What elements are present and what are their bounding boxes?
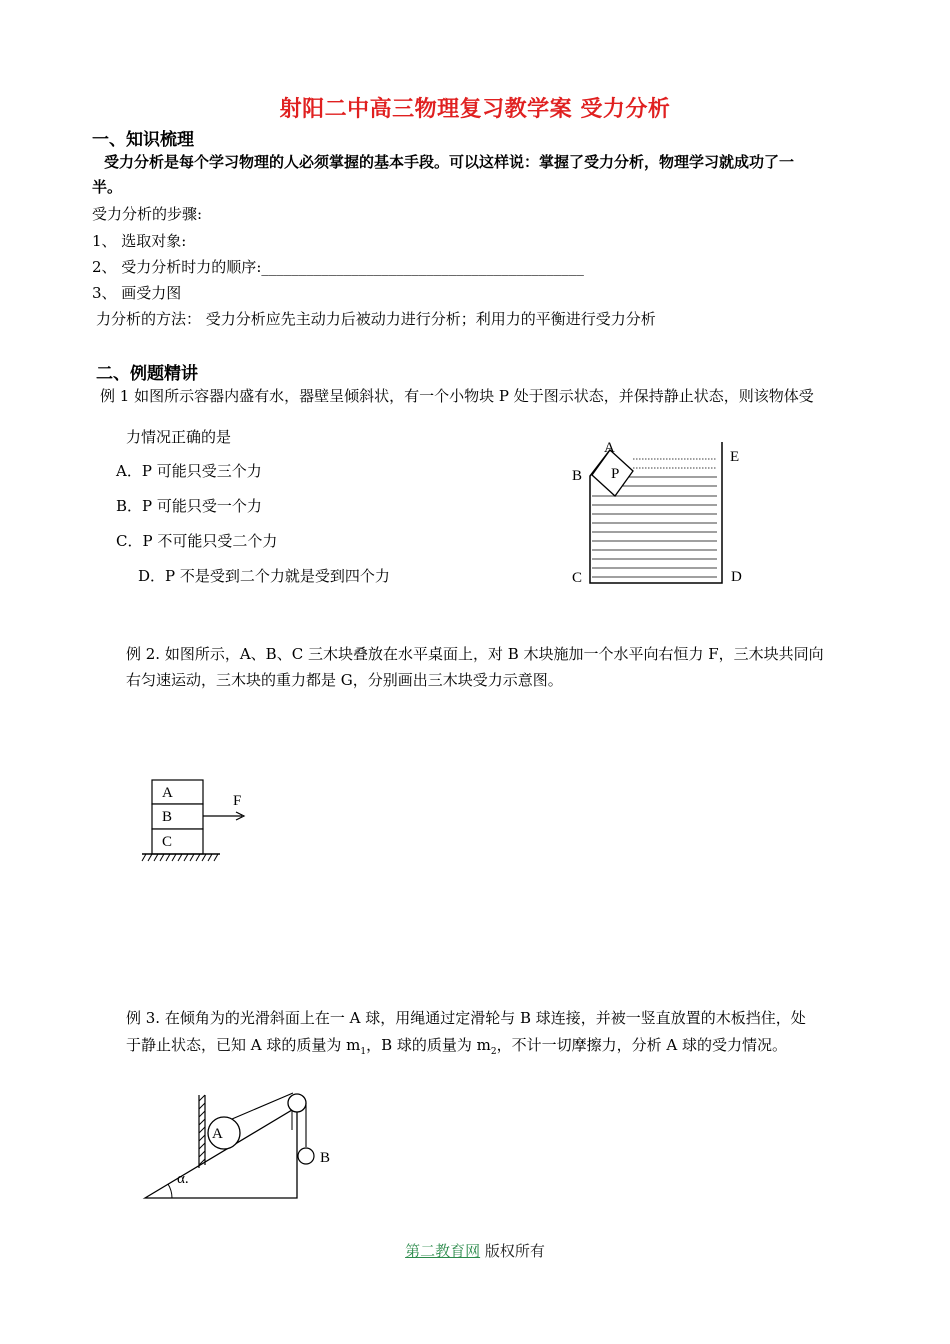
block-a	[152, 780, 203, 804]
ex1-question-line-2: 力情况正确的是	[126, 428, 232, 446]
label-c: C	[162, 834, 173, 850]
table-hatching	[142, 854, 218, 861]
step-2: 2、 受力分析时力的顺序:___________________________________________	[92, 258, 584, 276]
label-a: A	[212, 1126, 223, 1142]
label-b: B	[320, 1150, 331, 1166]
step-1: 1、 选取对象:	[92, 232, 187, 250]
ex2-question-line-1: 例 2. 如图所示，A、B、C 三木块叠放在水平桌面上，对 B 木块施加一个水平向右恒力 F，三木块共同向	[126, 645, 824, 663]
intro-line-2: 半。	[92, 178, 123, 196]
section-heading-knowledge: 一、知识梳理	[92, 130, 194, 150]
ex3-question-line-2: 于静止状态，已知 A 球的质量为 $m_1$，B 球的质量为 $m_2$，不计一切摩擦力，分析 A 球的受力情况。	[126, 1036, 788, 1057]
steps-title: 受力分析的步骤:	[92, 205, 203, 223]
footer	[0, 1240, 950, 1261]
label-f: F	[233, 793, 242, 809]
board-hatching	[199, 1095, 205, 1165]
intro-line-1: 受力分析是每个学习物理的人必须掌握的基本手段。可以这样说：掌握了受力分析，物理学习就成功了一	[104, 153, 795, 171]
ex1-question-line-1: 例 1 如图所示容器内盛有水，器壁呈倾斜状，有一个小物块 P 处于图示状态，并保持静止状态，则该物体受	[100, 387, 814, 405]
pulley	[288, 1094, 306, 1112]
section-heading-examples: 二、例题精讲	[96, 364, 198, 384]
label-a: A	[162, 785, 173, 801]
label-d: D	[731, 569, 742, 585]
ex1-option-c: C．P 不可能只受二个力	[116, 532, 278, 550]
label-alpha: α.	[177, 1171, 189, 1187]
footer-link[interactable]: 第二教育网	[405, 1242, 481, 1260]
ex1-option-a: A．P 可能只受三个力	[116, 462, 262, 480]
ex3-incline-figure	[140, 1085, 360, 1205]
angle-arc	[168, 1184, 172, 1198]
block-c	[152, 829, 203, 854]
ex2-question-line-2: 右匀速运动，三木块的重力都是 G，分别画出三木块受力示意图。	[126, 671, 563, 689]
ex1-option-d: D．P 不是受到二个力就是受到四个力	[138, 567, 390, 585]
label-c: C	[572, 570, 583, 586]
label-p: P	[611, 466, 620, 482]
footer-copyright: 版权所有	[480, 1242, 545, 1260]
ex1-container-figure	[560, 430, 760, 600]
ball-b	[298, 1148, 314, 1164]
ex1-option-b: B．P 可能只受一个力	[116, 497, 262, 515]
label-b: B	[572, 468, 583, 484]
block-b	[152, 804, 203, 829]
ex3-question-line-1: 例 3. 在倾角为的光滑斜面上在一 A 球，用绳通过定滑轮与 B 球连接，并被一竖直放置的木板挡住，处	[126, 1009, 806, 1027]
analysis-method: 力分析的方法： 受力分析应先主动力后被动力进行分析；利用力的平衡进行受力分析	[96, 310, 656, 328]
page-title: 射阳二中高三物理复习教学案 受力分析	[279, 96, 671, 122]
label-b: B	[162, 809, 173, 825]
step-3: 3、 画受力图	[92, 284, 182, 302]
ex2-blocks-figure	[140, 775, 260, 865]
label-a: A	[604, 440, 615, 456]
label-e: E	[730, 449, 740, 465]
